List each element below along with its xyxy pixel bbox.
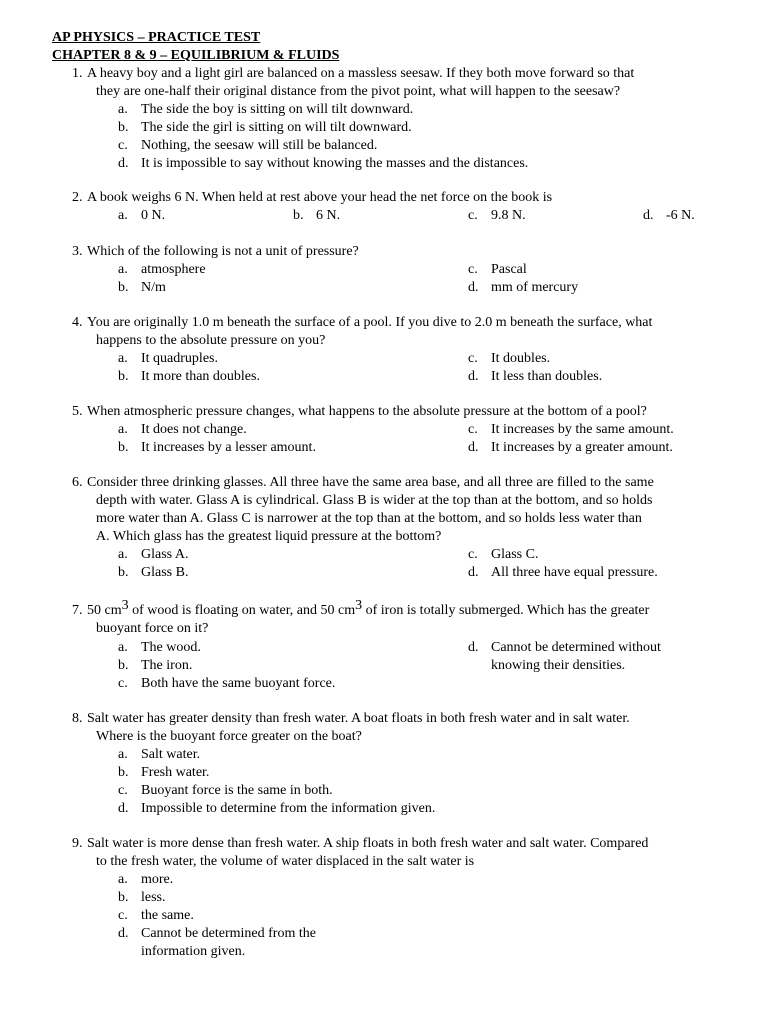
option-letter: d. [118,801,129,816]
question-line: A book weighs 6 N. When held at rest above your head the net force on the book is [87,190,553,205]
question-text [87,598,717,638]
question-number: 1. [72,66,83,81]
option-text: mm of mercury [491,280,579,295]
question-line: You are originally 1.0 m beneath the surface of a pool. If you dive to 2.0 m beneath the surface, what [87,315,653,330]
question-text [87,403,717,421]
question-line: to the fresh water, the volume of water displaced in the salt water is [96,854,475,869]
option-letter: b. [118,440,129,455]
option-letter: a. [118,640,128,655]
question-line [87,598,717,620]
option-text: atmosphere [141,262,206,277]
option-text: Nothing, the seesaw will still be balanced. [141,138,378,153]
question-line: happens to the absolute pressure on you? [96,333,326,348]
superscript: 3 [355,598,363,613]
question-number: 9. [72,836,83,851]
option-letter: c. [118,676,128,691]
option-letter: b. [118,280,129,295]
text-run: of wood is floating on water, and 50 cm [128,603,356,618]
question-number: 3. [72,244,83,259]
question-line: they are one-half their original distance from the pivot point, what will happen to the seesaw? [96,84,621,99]
option-letter: d. [468,565,479,580]
option-letter: d. [643,208,654,223]
question-text [87,189,717,207]
option-letter: b. [118,120,129,135]
option-text: It less than doubles. [491,369,603,384]
question-text [87,243,717,261]
option-text: 9.8 N. [491,208,526,223]
option-letter: d. [118,926,129,941]
question-line: depth with water. Glass A is cylindrical. Glass B is wider at the top than at the bottom, and so holds [96,493,653,508]
option-text: Glass B. [141,565,189,580]
option-letter: c. [468,547,478,562]
question-number: 2. [72,190,83,205]
option-text: Cannot be determined without [491,640,661,655]
option-letter: a. [118,262,128,277]
option-letter: c. [468,262,478,277]
option-text: 6 N. [316,208,341,223]
option-text: The iron. [141,658,193,673]
question-text [87,835,717,871]
option-text: The side the girl is sitting on will tilt downward. [141,120,412,135]
option-text: All three have equal pressure. [491,565,658,580]
option-letter: c. [468,351,478,366]
option-text-continued: knowing their densities. [491,658,626,673]
option-text: Buoyant force is the same in both. [141,783,333,798]
option-letter: c. [468,208,478,223]
question-text [87,710,717,746]
option-letter: a. [118,351,128,366]
option-text: It does not change. [141,422,247,437]
option-text: -6 N. [666,208,695,223]
question-number: 5. [72,404,83,419]
option-text: more. [141,872,174,887]
question-line: Which of the following is not a unit of pressure? [87,244,359,259]
option-text: Salt water. [141,747,201,762]
option-text: It is impossible to say without knowing the masses and the distances. [141,156,529,171]
option-text: It increases by the same amount. [491,422,674,437]
question-line: Consider three drinking glasses. All three have the same area base, and all three are filled to the same [87,475,654,490]
question-line: Where is the buoyant force greater on the boat? [96,729,362,744]
option-letter: a. [118,102,128,117]
option-letter: d. [468,369,479,384]
question-text [87,474,717,546]
option-text: N/m [141,280,166,295]
option-text: The wood. [141,640,201,655]
superscript: 3 [121,598,129,613]
question-number: 7. [72,603,83,618]
option-letter: d. [468,280,479,295]
question-number: 8. [72,711,83,726]
question-line: When atmospheric pressure changes, what happens to the absolute pressure at the bottom of a pool? [87,404,647,419]
question-line: buoyant force on it? [96,621,209,636]
question-line: A. Which glass has the greatest liquid pressure at the bottom? [96,529,442,544]
option-letter: d. [468,440,479,455]
option-letter: a. [118,208,128,223]
option-letter: a. [118,747,128,762]
question-line: more water than A. Glass C is narrower at the top than at the bottom, and so holds less water than [96,511,642,526]
option-letter: c. [118,138,128,153]
question-text [87,314,717,350]
option-text: Glass A. [141,547,189,562]
option-letter: c. [118,908,128,923]
question-text [87,65,717,101]
option-text: Pascal [491,262,527,277]
option-text: It doubles. [491,351,551,366]
test-title: AP PHYSICS – PRACTICE TEST [52,30,261,45]
option-text: Both have the same buoyant force. [141,676,336,691]
option-text: Glass C. [491,547,539,562]
option-letter: b. [293,208,304,223]
question-line: Salt water has greater density than fresh water. A boat floats in both fresh water and in salt water. [87,711,630,726]
option-letter: c. [468,422,478,437]
option-letter: b. [118,658,129,673]
chapter-subtitle: CHAPTER 8 & 9 – EQUILIBRIUM & FLUIDS [52,48,340,63]
option-text: less. [141,890,166,905]
option-text: the same. [141,908,194,923]
option-text: Cannot be determined from the [141,926,316,941]
option-text: The side the boy is sitting on will tilt downward. [141,102,414,117]
option-letter: b. [118,369,129,384]
question-number: 4. [72,315,83,330]
option-text: It more than doubles. [141,369,260,384]
question-line: Salt water is more dense than fresh water. A ship floats in both fresh water and salt water. Compared [87,836,649,851]
option-letter: b. [118,765,129,780]
option-letter: b. [118,565,129,580]
text-run: of iron is totally submerged. Which has the greater [362,603,650,618]
option-text: Fresh water. [141,765,210,780]
question-line: A heavy boy and a light girl are balanced on a massless seesaw. If they both move forward so that [87,66,635,81]
option-text: Impossible to determine from the information given. [141,801,436,816]
question-number: 6. [72,475,83,490]
text-run: 50 cm [87,603,122,618]
option-letter: a. [118,547,128,562]
option-text: It increases by a greater amount. [491,440,673,455]
option-text: It increases by a lesser amount. [141,440,316,455]
option-letter: a. [118,422,128,437]
option-text: It quadruples. [141,351,218,366]
option-text: 0 N. [141,208,166,223]
option-letter: c. [118,783,128,798]
option-letter: b. [118,890,129,905]
option-letter: d. [468,640,479,655]
option-letter: d. [118,156,129,171]
option-text-continued: information given. [141,944,246,959]
option-letter: a. [118,872,128,887]
